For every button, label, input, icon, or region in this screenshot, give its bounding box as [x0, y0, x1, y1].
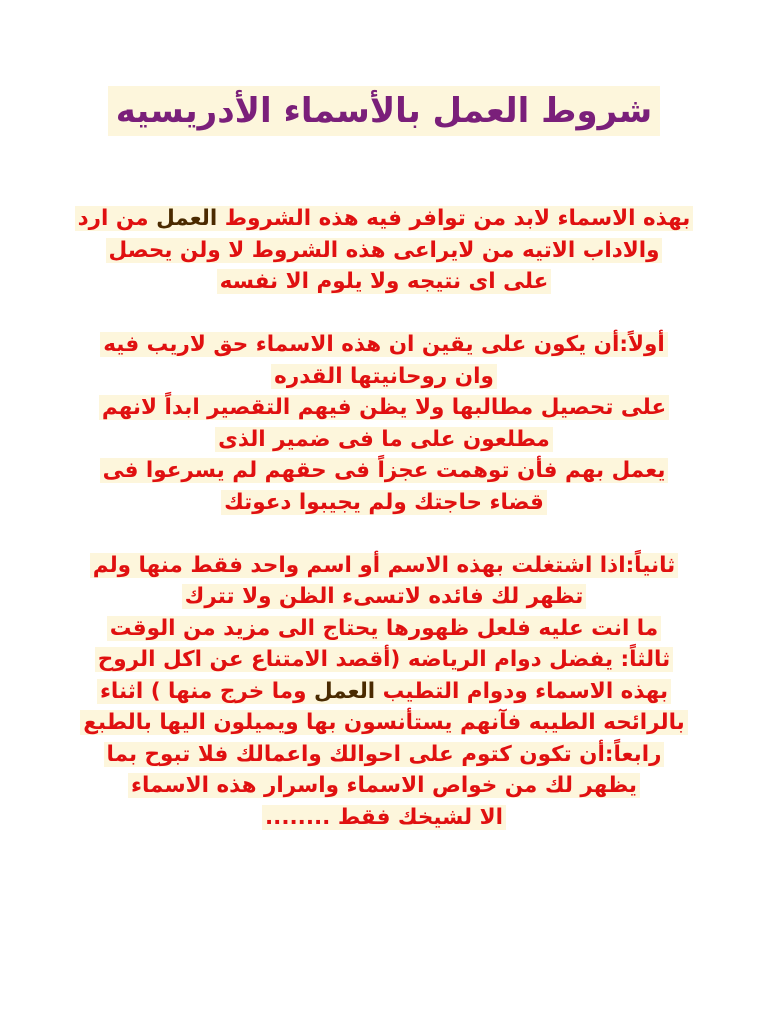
text-line	[60, 361, 708, 393]
first-condition-paragraph	[60, 329, 708, 518]
text-line	[60, 739, 708, 771]
second-line5-pre: بهذه الاسماء ودوام التطيب	[375, 678, 669, 704]
text-line	[60, 550, 708, 582]
intro-paragraph	[60, 203, 708, 298]
text-line	[60, 266, 708, 298]
intro-line1-pre: بهذه الاسماء لابد من توافر فيه هذه الشروط	[217, 206, 691, 231]
second-condition-paragraph	[60, 550, 708, 834]
text-line	[60, 770, 708, 802]
text-line	[60, 676, 708, 708]
first-line6: قضاء حاجتك ولم يجيبوا دعوتك	[221, 490, 547, 515]
second-line3: ما انت عليه فلعل ظهورها يحتاج الى مزيد من الوقت	[107, 616, 661, 641]
paragraph-gap	[60, 298, 708, 330]
text-line	[60, 707, 708, 739]
second-line4: ثالثاً: يفضل دوام الرياضه (أقصد الامتناع عن اكل الروح	[95, 647, 673, 672]
second-line1: ثانياً:اذا اشتغلت بهذه الاسم أو اسم واحد فقط منها ولم	[90, 553, 679, 578]
second-line7: رابعاً:أن تكون كتوم على احوالك واعمالك فلا تبوح بما	[104, 742, 665, 767]
second-line5-highlight-word: العمل	[313, 678, 376, 704]
second-line2: تظهر لك فائده لاتسىء الظن ولا تترك	[182, 584, 587, 609]
text-line	[60, 644, 708, 676]
first-line1: أولاً:أن يكون على يقين ان هذه الاسماء حق لاريب فيه	[100, 332, 667, 357]
text-line	[60, 235, 708, 267]
second-line9: الا لشيخك فقط ........	[262, 805, 506, 830]
text-line	[60, 424, 708, 456]
first-line5: يعمل بهم فأن توهمت عجزاً فى حقهم لم يسرعوا فى	[100, 458, 669, 483]
document-body	[60, 203, 708, 833]
intro-line1-post: من ارد	[77, 206, 157, 231]
first-line2: وان روحانيتها القدره	[271, 364, 497, 389]
text-line	[60, 392, 708, 424]
second-line8: يظهر لك من خواص الاسماء واسرار هذه الاسماء	[128, 773, 640, 798]
intro-line1-highlight-word: العمل	[156, 206, 218, 231]
second-line5-post: وما خرج منها ) اثناء	[99, 678, 314, 704]
text-line	[60, 581, 708, 613]
first-line3: على تحصيل مطالبها ولا يظن فيهم التقصير ابداً لانهم	[99, 395, 669, 420]
intro-line2: والاداب الاتيه من لايراعى هذه الشروط لا ولن يحصل	[106, 238, 663, 263]
text-line	[60, 802, 708, 834]
text-line	[60, 487, 708, 519]
text-line	[60, 455, 708, 487]
text-line	[60, 329, 708, 361]
text-line	[60, 613, 708, 645]
page-title: شروط العمل بالأسماء الأدريسيه	[108, 86, 660, 136]
second-line6: بالرائحه الطيبه فآنهم يستأنسون بها ويميلون اليها بالطبع	[80, 710, 688, 735]
intro-line3: على اى نتيجه ولا يلوم الا نفسه	[217, 269, 552, 294]
title-container	[0, 86, 768, 136]
text-line	[60, 203, 708, 235]
first-line4: مطلعون على ما فى ضمير الذى	[215, 427, 553, 452]
paragraph-gap	[60, 518, 708, 550]
